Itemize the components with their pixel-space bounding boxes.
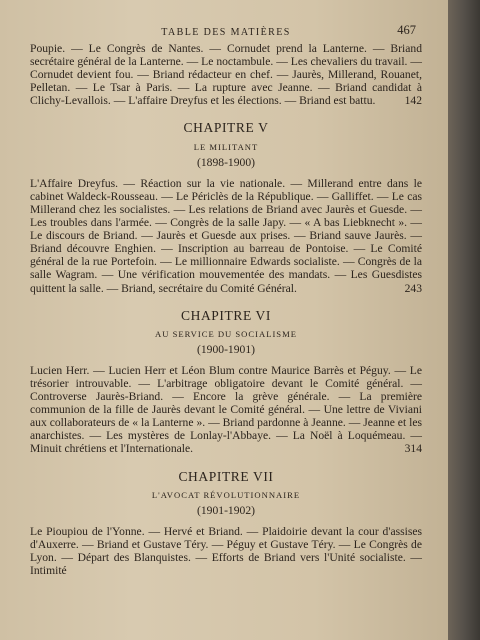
chapter-summary-text: Le Pioupiou de l'Yonne. — Hervé et Briand. — Plaidoirie devant la cour d'assises d'Auxerre. — Briand et Gustave Téry. — Péguy et Gustave Téry. — Le Congrès de Lyon. — Départ des Blanquistes. — Efforts de Briand vers l'Unité socialiste. — Intimité bbox=[30, 524, 422, 578]
running-head bbox=[30, 22, 422, 42]
chapter-subtitle: LE MILITANT bbox=[193, 141, 259, 152]
running-title: TABLE DES MATIÈRES bbox=[161, 27, 291, 38]
page-number: 467 bbox=[397, 23, 416, 37]
page-content bbox=[30, 22, 422, 577]
page-edge bbox=[448, 0, 480, 640]
chapter-years: (1898-1900) bbox=[197, 155, 255, 169]
chapter-years: (1901-1902) bbox=[197, 503, 255, 517]
chapter-heading: CHAPITRE VII bbox=[178, 468, 274, 484]
chapter-heading: CHAPITRE V bbox=[183, 120, 269, 136]
intro-text: Poupie. — Le Congrès de Nantes. — Cornudet prend la Lanterne. — Briand secrétaire général de la Lanterne. — Le noctambule. — Les chevaliers du travail. — Cornudet devient fou. — Briand rédacteur en chef. — Jaurès, Millerand, Rouanet, Pelletan. — Le Tsar à Paris. — La rupture avec Jeanne. — Briand candidat à Clichy-Levallois. — L'affaire Dreyfus et les élections. — Briand est battu. bbox=[30, 42, 422, 108]
chapter-summary bbox=[30, 364, 422, 456]
chapter-page-ref: 314 bbox=[404, 442, 422, 456]
chapter-years: (1900-1901) bbox=[197, 342, 255, 356]
chapter-6 bbox=[30, 309, 422, 456]
intro-paragraph bbox=[30, 42, 422, 107]
chapter-page-ref: 243 bbox=[404, 281, 422, 295]
chapter-subtitle: L'AVOCAT RÉVOLUTIONNAIRE bbox=[151, 489, 301, 500]
chapter-summary-text: Lucien Herr. — Lucien Herr et Léon Blum contre Maurice Barrès et Péguy. — Le trésorier introuvable. — L'arbitrage obligatoire devant le Comité général. — Controverse Jaurès-Briand. — Encore la grève générale. — La première communion de la fille de Jaurès devant le Comité général. — Une lettre de Viviani aux collaborateurs de « la Lanterne ». — Briand pardonne à Jeanne. — Jeanne et les anarchistes. — Les mystères de Lonlay-l'Abbaye. — La Noël à Loquémeau. — Minuit chrétiens et l'Internationale. bbox=[30, 363, 422, 456]
intro-page-ref: 142 bbox=[404, 94, 422, 108]
chapter-summary-text: L'Affaire Dreyfus. — Réaction sur la vie nationale. — Millerand entre dans le cabinet Waldeck-Rousseau. — Le Périclès de la République. — Galliffet. — Le cas Millerand chez les socialistes. — Les relations de Briand avec Jaurès et Guesde. — Les troubles dans l'armée. — Congrès de la salle Japy. — « A bas Liebknecht ». — Le discours de Briand. — Jaurès et Guesde aux prises. — Briand sauve Jaurès. — Briand découvre Enghien. — Inscription au barreau de Pontoise. — Le Comité général de la rue Portefoin. — Le millionnaire Edwards socialiste. — Congrès de la salle Wagram. — Une vérification mouvementée des mandats. — Les Guesdistes quittent la salle. — Briand, secrétaire du Comité Général. bbox=[30, 176, 422, 295]
chapter-summary bbox=[30, 525, 422, 577]
chapter-7 bbox=[30, 470, 422, 578]
chapter-subtitle: AU SERVICE DU SOCIALISME bbox=[155, 328, 297, 339]
chapter-summary bbox=[30, 177, 422, 295]
chapter-5 bbox=[30, 121, 422, 294]
chapter-heading: CHAPITRE VI bbox=[181, 307, 271, 323]
